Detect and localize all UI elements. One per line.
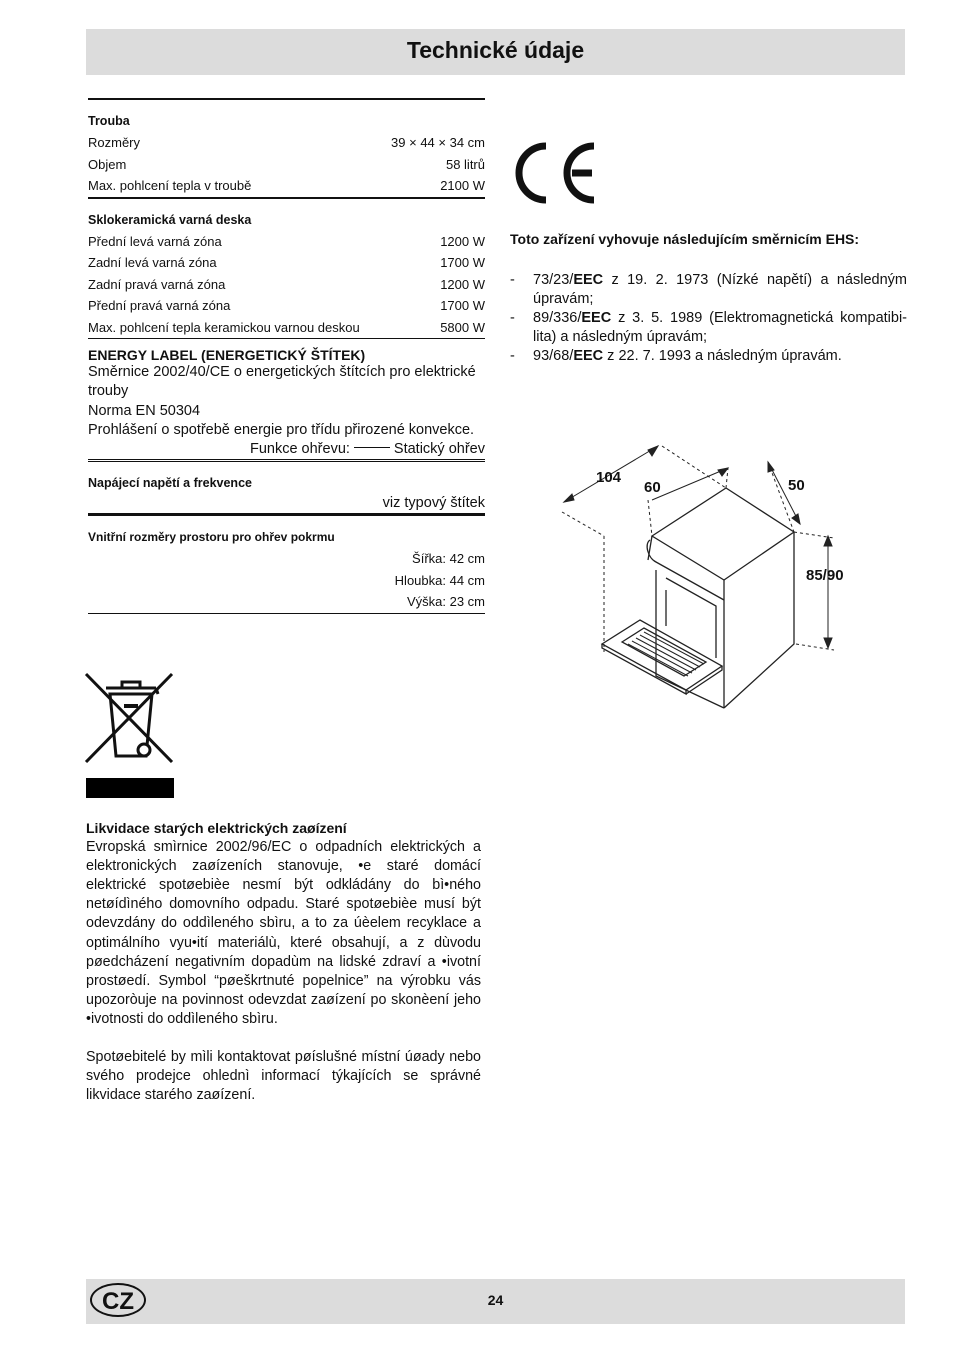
page-footer — [86, 1279, 905, 1324]
directive-number: 93/68/ — [533, 348, 574, 365]
inner-width: Šířka: 42 cm — [412, 551, 485, 567]
divider — [88, 513, 485, 516]
dim-depth-open-label: 104 — [596, 469, 622, 486]
directive-desc: z 19. 2. 1973 (Nízké napětí) a následným úpravám; — [533, 272, 907, 308]
spec-row — [88, 231, 485, 253]
disposal-paragraph: Evropská smìrnice 2002/96/EC o odpadních elektrických a elektronických zaøízeních stanovuje, •e staré domácí elektrické spotøebièe nesmí být odkládány do bì•ného netøídìného domovního odpadu. Staré spotøebièe musí být odevzdány do oddìleného sbìru, a to za úèelem recyklace a optimálního vyu•ití materiálù, které obsahují, a z dùvodu pøedcházení negativním dopadùm na lidské zdraví a •ivotní prostøedí. Symbol “pøeškrtnuté popelnice” na výrobku vás upozoròuje na povinnost odevzdat zaøízení po skonèení jeho •ivotnosti do oddìleného sbìru. — [86, 839, 481, 1027]
disposal-section — [86, 819, 481, 1105]
spec-value: 2100 W — [440, 178, 485, 193]
heating-function-label: Funkce ohřevu: — [249, 441, 350, 458]
spec-row — [88, 175, 485, 197]
spec-value: 39 × 44 × 34 cm — [391, 135, 485, 150]
spec-value: 1200 W — [440, 276, 485, 292]
spec-row — [88, 317, 485, 339]
page-number: 24 — [487, 1292, 504, 1308]
cooker-dimensions-diagram — [556, 440, 856, 710]
directive-code: EEC — [581, 310, 612, 327]
energy-declaration: Prohlášení o spotřebě energie pro třídu přirozené konvekce. — [88, 421, 475, 438]
list-dash: - — [510, 272, 515, 289]
list-item — [510, 309, 907, 347]
compliance-heading: Toto zařízení vyhovuje následujícím směrnicím EHS: — [510, 231, 860, 247]
inner-height: Výška: 23 cm — [406, 594, 485, 610]
spec-row — [88, 252, 485, 274]
power-value: viz typový štítek — [382, 495, 485, 512]
dim-height-label: 85/90 — [806, 567, 844, 584]
language-badge: CZ — [90, 1283, 146, 1317]
oven-heading: Trouba — [88, 114, 130, 128]
disposal-heading: Likvidace starých elektrických zaøízení — [86, 820, 347, 836]
divider — [88, 459, 485, 462]
directive-code: EEC — [573, 348, 604, 365]
spec-value: 58 litrů — [445, 156, 485, 172]
divider — [88, 98, 485, 100]
inner-heading: Vnitřní rozměry prostoru pro ohřev pokrmu — [88, 530, 335, 545]
divider — [88, 338, 485, 339]
list-dash: - — [510, 310, 515, 327]
divider — [88, 613, 485, 614]
list-text — [533, 347, 907, 366]
spec-label: Zadní pravá varná zóna — [88, 276, 226, 292]
energy-norm: Norma EN 50304 — [88, 402, 201, 419]
spec-label: Max. pohlcení tepla keramickou varnou deskou — [88, 319, 360, 335]
energy-heading: ENERGY LABEL (ENERGETICKÝ ŠTÍTEK) — [88, 347, 366, 363]
list-dash: - — [510, 348, 515, 365]
ce-mark-icon — [510, 140, 598, 206]
list-text — [533, 309, 907, 347]
directive-desc: z 22. 7. 1993 a následným úpravám. — [603, 348, 842, 365]
heating-function-value: Statický ohřev — [393, 441, 485, 458]
page-title: Technické údaje — [406, 37, 585, 63]
heating-function — [88, 440, 485, 459]
divider — [88, 197, 485, 199]
spec-value: 5800 W — [440, 319, 485, 335]
spec-label: Objem — [88, 156, 127, 172]
specs-column — [88, 98, 485, 614]
spec-value: 1700 W — [440, 255, 485, 270]
inner-depth: Hloubka: 44 cm — [394, 572, 485, 588]
spec-label: Zadní levá varná zóna — [88, 255, 217, 270]
spec-label: Max. pohlcení tepla v troubě — [88, 178, 252, 193]
directive-number: 89/336/ — [533, 310, 582, 327]
energy-class-blank — [354, 447, 390, 448]
power-heading: Napájecí napětí a frekvence — [88, 476, 252, 491]
directive-desc: z 3. 5. 1989 (Elektromagnetická kompatibi-lita) a následným úpravám; — [533, 310, 907, 346]
spec-row — [88, 132, 485, 154]
compliance-section — [510, 230, 907, 367]
spec-label: Přední pravá varná zóna — [88, 298, 231, 313]
black-bar — [86, 778, 174, 798]
spec-row — [88, 274, 485, 296]
spec-value: 1700 W — [440, 298, 485, 313]
energy-directive: Směrnice 2002/40/CE o energetických štítcích pro elektrické trouby — [88, 364, 476, 400]
list-text — [533, 271, 907, 309]
disposal-paragraph: Spotøebitelé by mìli kontaktovat pøíslušné místní úøady nebo svého prodejce ohlednì informací týkajících se správné likvidace starého zaøízení. — [86, 1049, 481, 1104]
spec-label: Rozměry — [88, 135, 141, 150]
hob-heading: Sklokeramická varná deska — [88, 212, 252, 227]
spec-row — [88, 154, 485, 176]
dim-width-label: 60 — [644, 479, 661, 496]
spec-label: Přední levá varná zóna — [88, 233, 222, 249]
page-header — [86, 29, 905, 75]
spec-row — [88, 295, 485, 317]
directive-number: 73/23/ — [533, 272, 574, 289]
directive-code: EEC — [573, 272, 604, 289]
spec-value: 1200 W — [440, 233, 485, 249]
list-item — [510, 271, 907, 309]
list-item — [510, 347, 907, 366]
dim-depth-label: 50 — [788, 477, 805, 494]
